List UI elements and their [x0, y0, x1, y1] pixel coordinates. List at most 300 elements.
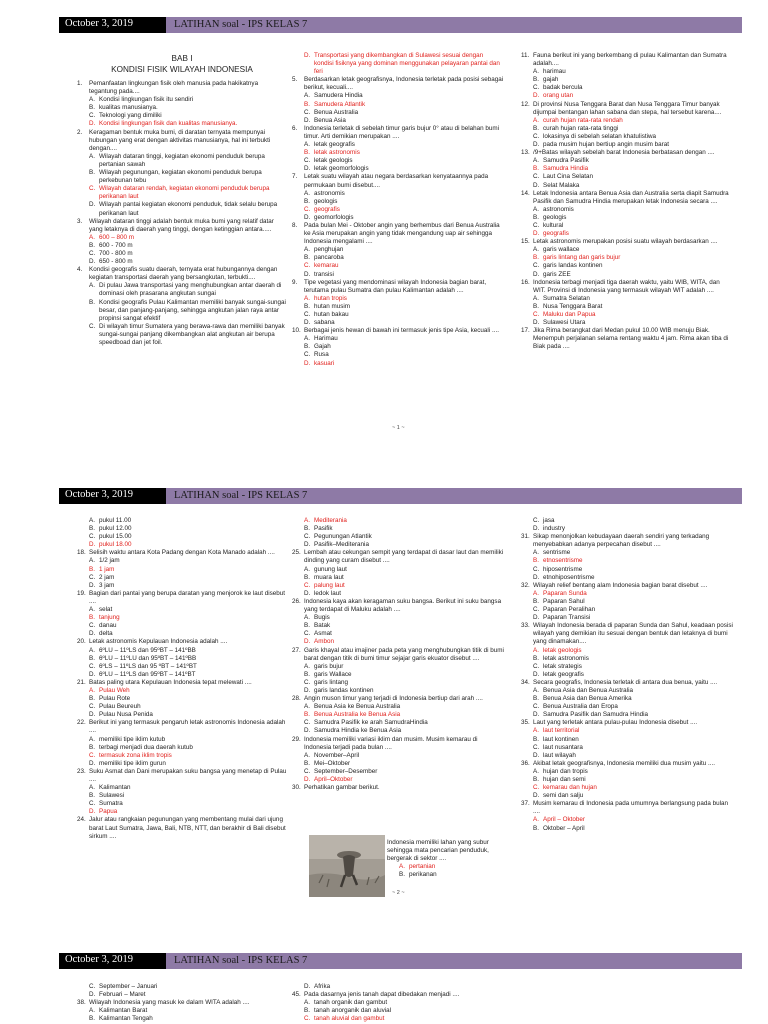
question	[77, 999, 289, 1007]
column-left	[77, 517, 289, 841]
option-text: 6ºLU – 11ºLU dan 95ºBT – 141ºBB	[99, 654, 197, 662]
option-letter: A.	[533, 686, 539, 694]
option-text: Oktober – April	[543, 824, 585, 832]
option-letter: A.	[304, 565, 310, 573]
question	[292, 125, 504, 141]
option-text: 6ºLU – 11ºLS dan 95ºBT – 141ºBB	[99, 646, 196, 654]
page-number: ~ 1 ~	[392, 425, 405, 431]
option-text: letak geografis	[314, 141, 355, 149]
option-letter: C.	[533, 743, 540, 751]
answer-option	[521, 590, 733, 598]
answer-option	[292, 141, 504, 149]
answer-option	[292, 198, 504, 206]
question-text: Pada dasarnya jenis tanah dapat dibedakan menjadi ....	[304, 991, 460, 999]
option-letter: A.	[89, 606, 95, 614]
answer-option	[77, 557, 289, 565]
option-letter: B.	[304, 622, 310, 630]
option-letter: A.	[89, 646, 95, 654]
option-letter: D.	[533, 573, 540, 581]
answer-option	[521, 784, 733, 792]
answer-option	[521, 711, 733, 719]
option-letter: C.	[89, 751, 96, 759]
option-letter: C.	[89, 662, 96, 670]
option-text: Benua Asia ke Benua Australia	[314, 703, 401, 711]
page-header	[59, 488, 742, 504]
option-letter: C.	[533, 311, 540, 318]
answer-option	[521, 84, 733, 92]
option-letter: A.	[304, 751, 310, 759]
option-text: astronomis	[543, 205, 574, 213]
question	[292, 222, 504, 246]
answer-option	[292, 343, 504, 351]
option-text: Harimau	[314, 335, 338, 343]
answer-option	[292, 1007, 504, 1015]
question-text: Wilayah dataran tinggi adalah bentuk muka bumi yang relatif datar yang letaknya di daerah yang tinggi, dengan ketinggian antara.....	[89, 217, 274, 233]
option-letter: A.	[304, 141, 310, 149]
q30-detail	[387, 839, 499, 879]
question-text: Suku Asmat dan Dani merupakan suku bangsa yang menetap di Pulau ....	[89, 767, 287, 783]
question	[292, 991, 504, 999]
answer-option	[521, 230, 733, 238]
option-text: Februari – Maret	[99, 991, 146, 999]
option-letter: B.	[533, 76, 539, 84]
option-text: Wilayah dataran tinggi, kegiatan ekonomi penduduk berupa pertanian sawah	[99, 152, 265, 168]
option-text: Samudra Pasifik	[543, 157, 589, 165]
answer-option	[292, 165, 504, 173]
option-letter: B.	[89, 792, 95, 800]
question-text: Keragaman bentuk muka bumi, di daratan ternyata mempunyai hubungan yang erat dengan aktivitas manusianya, hal ini terbukti dengan....	[89, 128, 271, 152]
answer-option	[77, 647, 289, 655]
answer-option	[521, 311, 733, 319]
question-number: 35.	[521, 719, 530, 727]
option-letter: B.	[304, 1007, 310, 1015]
option-letter: C.	[304, 108, 311, 116]
column-right	[521, 517, 733, 833]
option-text: kemarau dan hujan	[543, 784, 597, 792]
question-number: 5.	[292, 76, 298, 84]
option-text: Sumatra	[99, 800, 123, 808]
question-text: Laut yang terletak antara pulau-pulau Indonesia disebut ....	[533, 719, 698, 727]
question	[77, 266, 287, 282]
option-letter: C.	[89, 322, 96, 330]
option-letter: D.	[304, 686, 311, 694]
option-text: Paparan Sunda	[543, 589, 587, 597]
option-text: hutan musim	[314, 302, 351, 310]
answer-option	[77, 242, 287, 250]
option-text: September – Januari	[99, 983, 158, 990]
answer-option	[77, 800, 289, 808]
option-letter: C.	[89, 622, 96, 630]
answer-option	[521, 687, 733, 695]
option-text: geomorfologis	[314, 213, 354, 221]
answer-option	[77, 760, 289, 768]
option-text: terbagi menjadi dua daerah kutub	[99, 743, 193, 751]
answer-option	[292, 703, 504, 711]
option-letter: C.	[304, 719, 311, 727]
option-letter: A.	[533, 246, 539, 254]
question-number: 23.	[77, 767, 86, 775]
question-text: Fauna berikut ini yang berkembang di pulau Kalimantan dan Sumatra adalah....	[533, 52, 727, 68]
question-number: 12.	[521, 100, 530, 108]
option-letter: C.	[304, 767, 311, 775]
answer-option	[521, 295, 733, 303]
option-text: Kondisi lingkungan fisik itu sendiri	[99, 96, 194, 104]
option-letter: A.	[533, 294, 539, 302]
option-text: delta	[99, 630, 113, 638]
option-text: Pulau Nusa Penida	[99, 711, 153, 719]
option-letter: A.	[304, 703, 310, 711]
answer-option	[77, 655, 289, 663]
option-text: Kondisi geografis Pulau Kalimantan memiliki banyak sungai-sungai besar, dan panjang-panjang, sehingga angkutan jalan raya antar propinsi sangat efektif	[99, 298, 286, 322]
option-text: Sulawesi Utara	[543, 319, 586, 327]
question-text: Perhatikan gambar berikut.	[304, 784, 380, 792]
option-text: hujan dan semi	[543, 776, 586, 783]
option-letter: B.	[304, 670, 310, 678]
question-text: Berbagai jenis hewan di bawah ini termasuk jenis tipe Asia, kecuali ....	[304, 327, 499, 335]
question	[292, 598, 504, 614]
answer-option	[77, 703, 289, 711]
option-letter: D.	[304, 776, 311, 783]
option-letter: D.	[89, 120, 96, 128]
option-text: Nusa Tenggara Barat	[543, 302, 603, 310]
option-letter: A.	[304, 662, 310, 670]
option-text: kemarau	[314, 262, 339, 270]
answer-option	[77, 671, 289, 679]
column-right	[521, 52, 733, 351]
option-letter: B.	[533, 776, 539, 783]
option-letter: B.	[533, 557, 539, 565]
answer-option	[292, 92, 504, 100]
question-number: 1.	[77, 80, 83, 87]
question-text: Letak suatu wilayah atau negara berdasarkan kenyataannya pada permukaan bumi disebut....	[304, 173, 489, 189]
answer-option	[521, 76, 733, 84]
option-text: Maluku dan Papua	[543, 311, 596, 318]
option-letter: B.	[533, 254, 539, 262]
option-letter: D.	[304, 213, 311, 221]
answer-option	[77, 517, 289, 525]
option-letter: C.	[89, 185, 96, 193]
option-text: harimau	[543, 68, 566, 76]
option-letter: A.	[304, 246, 310, 254]
option-letter: C.	[304, 581, 311, 589]
option-letter: B.	[304, 711, 310, 719]
answer-option	[292, 687, 504, 695]
option-text: Transportasi yang dikembangkan di Sulawesi sesuai dengan kondisi fisiknya yang dominan menggunakan pelayaran pantai dan feri	[314, 52, 500, 76]
question-number: 18.	[77, 549, 86, 557]
option-letter: A.	[533, 727, 539, 735]
question	[521, 238, 733, 246]
option-text: Kalimantan Barat	[99, 1007, 148, 1015]
option-letter: B.	[89, 298, 95, 306]
answer-option	[521, 68, 733, 76]
answer-option	[77, 201, 287, 217]
question-text: Indonesia memiliki variasi iklim dan musim. Musim kemarau di Indonesia terjadi pada bulan ....	[304, 735, 478, 751]
option-letter: D.	[304, 270, 311, 278]
option-text: Asmat	[314, 630, 332, 638]
option-letter: B.	[89, 1015, 95, 1023]
option-letter: C.	[304, 262, 311, 270]
option-letter: B.	[304, 573, 310, 581]
answer-option	[77, 169, 287, 185]
option-text: April – Oktober	[543, 816, 585, 824]
question-number: 22.	[77, 719, 86, 727]
answer-option	[292, 271, 504, 279]
question	[292, 279, 504, 295]
question-number: 36.	[521, 759, 530, 767]
option-text: 3 jam	[99, 581, 115, 589]
option-letter: C.	[304, 630, 311, 638]
option-letter: B.	[89, 525, 95, 533]
answer-option	[521, 206, 733, 214]
option-text: Pulau Beureuh	[99, 703, 141, 711]
answer-option	[77, 606, 289, 614]
option-letter: C.	[304, 157, 311, 165]
column-middle	[292, 517, 504, 792]
option-text: Samudra Pasifik ke arah SamudraHindia	[314, 719, 428, 727]
answer-option	[292, 525, 504, 533]
answer-option	[77, 299, 287, 323]
option-text: semi dan salju	[543, 792, 584, 800]
answer-option	[521, 703, 733, 711]
answer-option	[77, 574, 289, 582]
question-text: Garis khayal atau imajiner pada peta yang menghubungkan titik di bumi barat dengan titik di bumi timur sejajar garis ekuator disebut ....	[304, 646, 504, 662]
answer-option	[292, 335, 504, 343]
answer-option	[77, 711, 289, 719]
option-text: hutan tropis	[314, 294, 347, 302]
question-text: Jalur atau rangkaian pegunungan yang membentang mulai dari ujung barat Laut Sumatra, Jawa, Bali, NTB, NTT, dan berakhir di Bali disebut sirkum ....	[89, 816, 286, 840]
answer-option	[292, 157, 504, 165]
option-letter: A.	[399, 863, 405, 871]
option-text: letak astronomis	[314, 149, 360, 157]
answer-option	[292, 109, 504, 117]
option-text: Wilayah pantai kegiatan ekonomi penduduk, tidak selalu berupa perikanan laut	[99, 201, 278, 217]
question-text: Indonesia terbagi menjadi tiga daerah waktu, yaitu WIB, WITA, dan WIT. Provinsi di Indonesia yang termasuk wilayah WIT adalah ....	[533, 278, 720, 294]
answer-option	[292, 614, 504, 622]
question-number: 45.	[292, 991, 301, 999]
option-text: gajah	[543, 76, 559, 84]
question	[521, 52, 733, 68]
answer-option	[521, 606, 733, 614]
answer-option	[521, 222, 733, 230]
option-text: pada musim hujan bertiup angin musim barat	[543, 141, 670, 149]
answer-option	[521, 776, 733, 784]
option-letter: C.	[533, 606, 540, 614]
question	[521, 760, 733, 768]
question-number: 11.	[521, 52, 530, 59]
option-text: letak astronomis	[543, 654, 589, 662]
page-header	[59, 953, 742, 969]
question-number: 28.	[292, 695, 301, 703]
option-text: 700 - 800 m	[99, 249, 133, 257]
answer-option	[521, 695, 733, 703]
option-text: astronomis	[314, 189, 345, 197]
option-letter: A.	[89, 784, 95, 792]
answer-option	[521, 117, 733, 125]
answer-option	[521, 598, 733, 606]
answer-option	[292, 319, 504, 327]
option-text: Pasifik	[314, 525, 333, 533]
option-text: Kondisi lingkungan fisik dan kualitas manusianya.	[99, 120, 238, 128]
option-text: etnohiposentrisme	[543, 573, 595, 581]
question	[77, 679, 289, 687]
answer-option	[292, 760, 504, 768]
question	[77, 549, 289, 557]
answer-option	[77, 1015, 289, 1023]
option-letter: C.	[89, 703, 96, 711]
option-text: Bugis	[314, 614, 330, 622]
option-text: badak bercula	[543, 84, 583, 92]
option-letter: C.	[533, 703, 540, 711]
option-text: danau	[99, 622, 117, 630]
option-letter: A.	[533, 816, 539, 824]
question-text: Secara geografis, Indonesia terletak di antara dua benua, yaitu ....	[533, 678, 718, 686]
question-number: 7.	[292, 173, 298, 181]
option-letter: C.	[533, 517, 540, 524]
question	[521, 582, 733, 590]
answer-option	[292, 311, 504, 319]
option-text: Paparan Transisi	[543, 614, 591, 622]
option-letter: B.	[533, 302, 539, 310]
option-letter: A.	[304, 335, 310, 343]
option-letter: B.	[533, 695, 539, 703]
option-text: Mei–Oktober	[314, 759, 351, 767]
answer-option	[292, 622, 504, 630]
question-number: 17.	[521, 327, 530, 335]
option-text: Benua Australia	[314, 108, 359, 116]
option-letter: C.	[89, 249, 96, 257]
answer-option	[77, 525, 289, 533]
question-number: 16.	[521, 278, 530, 286]
option-letter: D.	[89, 201, 96, 209]
option-text: garis wallace	[543, 246, 580, 254]
question-text: /9+Batas wilayah sebelah barat Indonesia berbatasan dengan ....	[533, 149, 715, 157]
answer-option	[77, 687, 289, 695]
option-letter: B.	[89, 241, 95, 249]
page-header	[59, 17, 742, 33]
option-text: hiposentrisme	[543, 565, 583, 573]
option-letter: A.	[304, 614, 310, 622]
answer-option	[292, 776, 504, 784]
header-title: LATIHAN soal - IPS KELAS 7	[166, 953, 742, 969]
answer-option	[521, 182, 733, 190]
question-number: 27.	[292, 646, 301, 654]
option-text: kualitas manusianya.	[99, 104, 158, 112]
answer-option	[77, 784, 289, 792]
question-number: 14.	[521, 189, 530, 197]
option-letter: D.	[89, 991, 96, 999]
option-letter: A.	[89, 233, 95, 241]
option-text: pukul 18.00	[99, 541, 132, 549]
option-text: termasuk zona iklim tropis	[99, 751, 172, 759]
answer-option	[292, 190, 504, 198]
question-number: 19.	[77, 589, 86, 597]
answer-option	[292, 117, 504, 125]
option-text: curah hujan rata-rata tinggi	[543, 124, 619, 132]
option-text: laut nusantara	[543, 743, 583, 751]
answer-option	[521, 254, 733, 262]
option-text: jasa	[543, 517, 555, 524]
answer-option	[292, 533, 504, 541]
option-letter: D.	[304, 638, 311, 646]
option-letter: C.	[89, 800, 96, 808]
column-middle	[292, 52, 504, 368]
option-text: Wilayah dataran rendah, kegiatan ekonomi penduduk berupa perikanan laut	[99, 185, 270, 201]
option-letter: D.	[89, 258, 96, 266]
option-letter: B.	[533, 654, 539, 662]
answer-option	[77, 663, 289, 671]
option-text: memiliki tipe iklim kutub	[99, 735, 166, 743]
option-text: memiliki tipe iklim gurun	[99, 759, 166, 767]
option-letter: D.	[533, 614, 540, 622]
answer-option	[292, 1015, 504, 1023]
option-text: hujan dan tropis	[543, 767, 588, 775]
question	[521, 101, 733, 117]
option-text: garis Wallace	[314, 670, 352, 678]
option-letter: B.	[533, 165, 539, 173]
option-letter: D.	[304, 727, 311, 735]
q30-text: Indonesia memiliki lahan yang subur sehingga mata pencarian penduduk, bergerak di sektor ....	[387, 839, 489, 863]
answer-option	[292, 671, 504, 679]
option-text: letak strategis	[543, 662, 582, 670]
answer-option	[521, 663, 733, 671]
option-text: Benua Australia dan Eropa	[543, 703, 618, 711]
option-letter: D.	[304, 359, 311, 367]
option-letter: C.	[89, 983, 96, 990]
option-text: Pulau Rote	[99, 695, 131, 703]
answer-option	[292, 727, 504, 735]
option-text: Samudera Hindia	[314, 92, 363, 100]
option-text: laut wilayah	[543, 751, 576, 759]
option-letter: B.	[533, 213, 539, 221]
answer-option	[292, 574, 504, 582]
answer-option	[521, 671, 733, 679]
answer-option	[521, 655, 733, 663]
option-text: laut kontinen	[543, 735, 579, 743]
option-text: April–Oktober	[314, 776, 353, 783]
option-text: gunung laut	[314, 565, 347, 573]
question-number: 26.	[292, 597, 301, 605]
question	[77, 129, 287, 153]
question	[292, 549, 504, 565]
answer-option	[77, 533, 289, 541]
question-text: Pada bulan Mei - Oktober angin yang berhembus dari Benua Australia ke Asia merupakan angin yang tidak mengandung uap air sehingga Indonesia mengalami ....	[304, 221, 500, 246]
page-2	[59, 488, 742, 928]
question-number: 13.	[521, 149, 530, 157]
question-number: 6.	[292, 124, 298, 132]
option-text: orang utan	[543, 92, 574, 100]
question-text: Letak Indonesia antara Benua Asia dan Australia serta diapit Samudra Pasifik dan Samudra Hindia merupakan letak Indonesia secara ....	[533, 189, 729, 205]
answer-option	[292, 303, 504, 311]
option-text: Benua Australia ke Benua Asia	[314, 711, 401, 719]
question-text: Akibat letak geografisnya, Indonesia memiliki dua musim yaitu ....	[533, 759, 715, 767]
answer-option	[521, 165, 733, 173]
question-number: 4.	[77, 266, 83, 274]
option-letter: B.	[304, 254, 310, 262]
option-text: geografis	[314, 205, 340, 213]
option-letter: D.	[304, 983, 311, 990]
option-letter: C.	[89, 533, 96, 541]
option-letter: C.	[533, 221, 540, 229]
question-text: Berdasarkan letak geografisnya, Indonesia terletak pada posisi sebagai berikut, kecuali....	[304, 76, 504, 92]
option-letter: A.	[304, 999, 310, 1007]
option-letter: D.	[533, 525, 540, 533]
option-text: etnosentrisme	[543, 557, 583, 565]
option-letter: A.	[89, 152, 95, 160]
option-text: Wilayah pegunungan, kegiatan ekonomi penduduk berupa perkebunan tebu	[99, 169, 262, 185]
answer-option	[292, 999, 504, 1007]
option-text: September–Desember	[314, 767, 378, 775]
question-number: 9.	[292, 278, 298, 286]
